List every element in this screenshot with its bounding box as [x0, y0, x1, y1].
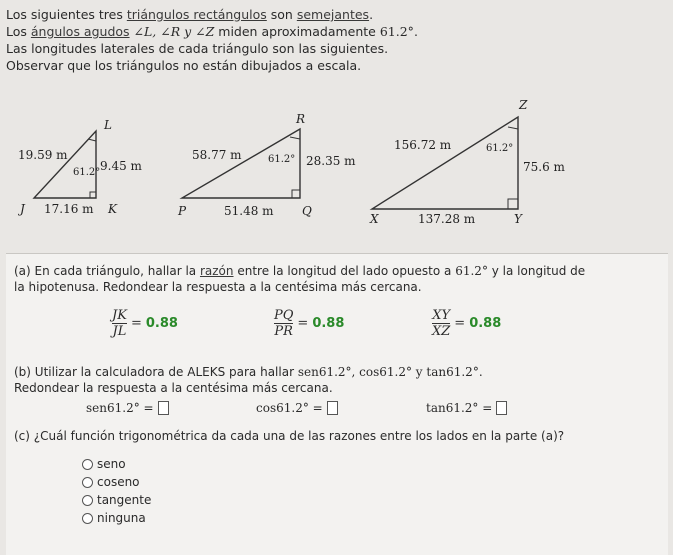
option-coseno[interactable] [82, 475, 140, 489]
option-ninguna[interactable] [82, 511, 146, 525]
part-b-a: (b) Utilizar la calculadora de ALEKS para hallar [14, 365, 298, 379]
part-b-line2: Redondear la respuesta a la centésima más cercana. [14, 381, 333, 395]
ratio-xy-xz [432, 308, 501, 339]
intro-line3: Las longitudes laterales de cada triángulo son las siguientes. [6, 41, 389, 56]
part-a-line2: la hipotenusa. Redondear la respuesta a la centésima más cercana. [14, 280, 422, 294]
vertex-r: R [296, 112, 306, 126]
triangles-figure [0, 95, 673, 235]
part-a-a: (a) En cada triángulo, hallar la [14, 264, 200, 278]
cos-input[interactable] [327, 401, 338, 415]
intro-line2-c: . [413, 24, 418, 39]
intro-line1-c: . [369, 7, 374, 22]
radio-icon[interactable] [82, 513, 93, 524]
num-xy: XY [432, 308, 451, 323]
intro-line4: Observar que los triángulos no están dibujados a escala. [6, 58, 362, 73]
intro-line2-a: Los [6, 24, 31, 39]
option-label: ninguna [97, 511, 146, 525]
t2-angle: 61.2° [268, 154, 296, 165]
t1-base: 17.16 m [44, 202, 94, 216]
den-pr: PR [274, 324, 293, 339]
option-label: coseno [97, 475, 140, 489]
intro-line1-b: son [266, 7, 297, 22]
t2-vertical-side: 28.35 m [306, 154, 356, 168]
num-pq: PQ [274, 308, 294, 323]
fraction-jk-jl [112, 308, 127, 339]
option-label: seno [97, 457, 126, 471]
vertex-j: J [20, 202, 25, 216]
den-xz: XZ [432, 324, 451, 339]
fraction-xy-xz [432, 308, 450, 339]
option-seno[interactable] [82, 457, 126, 471]
tan-label: tan61.2° = [426, 401, 493, 415]
equals: = [454, 316, 466, 331]
part-b-funcs: sen61.2°, cos61.2° y tan61.2°. [297, 365, 483, 379]
link-razon[interactable]: razón [199, 264, 234, 278]
vertex-q: Q [302, 204, 312, 218]
t2-hypotenuse: 58.77 m [192, 148, 242, 162]
t3-vertical-side: 75.6 m [523, 160, 565, 174]
link-triangulos-rectangulos[interactable]: triángulos rectángulos [126, 7, 267, 22]
tan-input[interactable] [496, 401, 507, 415]
ratio-jk-jl [112, 308, 178, 339]
vertex-z: Z [519, 98, 528, 112]
radio-icon[interactable] [82, 459, 93, 470]
t3-angle: 61.2° [486, 143, 514, 154]
option-label: tangente [97, 493, 152, 507]
fraction-pq-pr [274, 308, 293, 339]
t1-vertical-side: 9.45 m [100, 159, 142, 173]
intro-angles: ∠L, ∠R y ∠Z [129, 24, 215, 39]
intro-text [6, 6, 418, 74]
radio-icon[interactable] [82, 495, 93, 506]
t2-base: 51.48 m [224, 204, 274, 218]
part-b-text [14, 364, 483, 396]
vertex-p: P [178, 204, 187, 218]
triangle-pqr [177, 112, 356, 218]
triangle-xyz [369, 98, 566, 226]
link-angulos-agudos[interactable]: ángulos agudos [30, 24, 130, 39]
triangle-jkl [17, 118, 143, 216]
vertex-k: K [108, 202, 117, 216]
t3-hypotenuse: 156.72 m [394, 138, 452, 152]
ratio-pq-pr [274, 308, 344, 339]
sin-row [86, 401, 169, 415]
answer-jk-jl[interactable]: 0.88 [145, 316, 178, 331]
sin-label: sen61.2° = [86, 401, 154, 415]
intro-line2-b: miden aproximadamente [214, 24, 380, 39]
part-a-b: entre la longitud del lado opuesto a [233, 264, 456, 278]
radio-icon[interactable] [82, 477, 93, 488]
vertex-y: Y [514, 212, 522, 226]
link-semejantes[interactable]: semejantes [296, 7, 370, 22]
tan-row [426, 401, 507, 415]
answer-pq-pr[interactable]: 0.88 [312, 316, 345, 331]
cos-label: cos61.2° = [256, 401, 323, 415]
intro-line1: Los siguientes tres [6, 7, 127, 22]
den-jl: JL [112, 324, 127, 339]
t1-hypotenuse: 19.59 m [18, 148, 68, 162]
equals: = [297, 316, 309, 331]
part-a-c: y la longitud de [487, 264, 586, 278]
t1-angle: 61.2° [73, 167, 101, 178]
answer-xy-xz[interactable]: 0.88 [469, 316, 502, 331]
cos-row [256, 401, 338, 415]
sin-input[interactable] [158, 401, 169, 415]
part-a-text [14, 263, 585, 295]
part-c-question: (c) ¿Cuál función trigonométrica da cada una de las razones entre los lados en la parte (a)? [14, 429, 565, 443]
vertex-x: X [370, 212, 379, 226]
vertex-l: L [104, 118, 112, 132]
part-a-value: 61.2° [455, 264, 488, 278]
num-jk: JK [112, 308, 127, 323]
equals: = [130, 316, 142, 331]
question-panel [6, 253, 668, 555]
intro-angle-value: 61.2° [379, 24, 414, 39]
t3-base: 137.28 m [418, 212, 476, 226]
option-tangente[interactable] [82, 493, 151, 507]
